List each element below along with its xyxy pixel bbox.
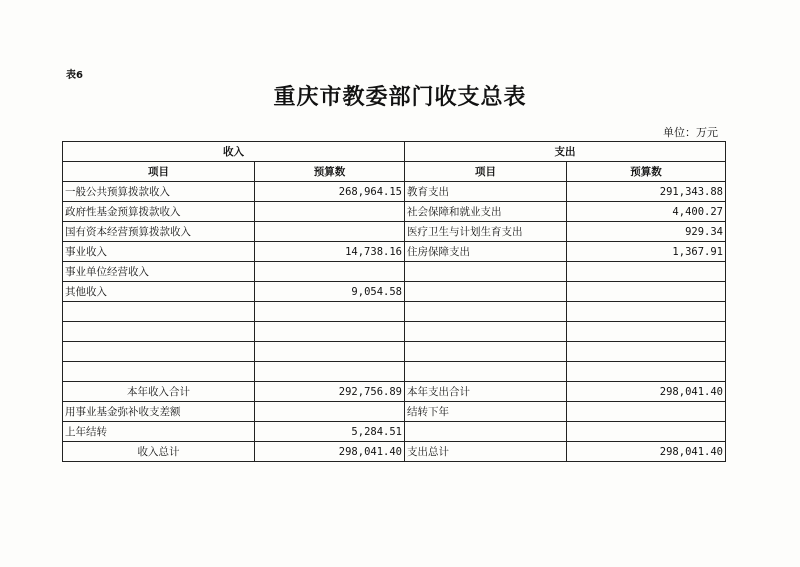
- table-row: [63, 342, 726, 362]
- year-income-total-label: 本年收入合计: [63, 382, 255, 402]
- income-item: [63, 342, 255, 362]
- year-total-row: [63, 382, 726, 402]
- income-value: [255, 342, 405, 362]
- table-row: [63, 242, 726, 262]
- income-item: [63, 302, 255, 322]
- expense-item: [405, 262, 567, 282]
- last-year-carryover-value: 5,284.51: [255, 422, 405, 442]
- expense-item: [405, 302, 567, 322]
- fund-supplement-label: 用事业基金弥补收支差额: [63, 402, 255, 422]
- expense-value: 929.34: [567, 222, 726, 242]
- income-value: [255, 222, 405, 242]
- expense-value: [567, 302, 726, 322]
- income-budget-header: 预算数: [255, 162, 405, 182]
- table-number-label: 表6: [66, 70, 83, 81]
- table-row: [63, 282, 726, 302]
- expense-item: 医疗卫生与计划生育支出: [405, 222, 567, 242]
- expense-value: [567, 262, 726, 282]
- income-item: 一般公共预算拨款收入: [63, 182, 255, 202]
- fund-row: [63, 402, 726, 422]
- income-value: [255, 202, 405, 222]
- carry-forward-value: [567, 402, 726, 422]
- expense-item: [405, 342, 567, 362]
- expense-item: [405, 322, 567, 342]
- table-row: [63, 262, 726, 282]
- income-item: [63, 322, 255, 342]
- table-row: [63, 182, 726, 202]
- table-row: [63, 362, 726, 382]
- income-item: 政府性基金预算拨款收入: [63, 202, 255, 222]
- income-value: [255, 262, 405, 282]
- year-expense-total-value: 298,041.40: [567, 382, 726, 402]
- expense-item: [405, 282, 567, 302]
- income-grand-total-label: 收入总计: [63, 442, 255, 462]
- expense-item: 教育支出: [405, 182, 567, 202]
- income-value: 14,738.16: [255, 242, 405, 262]
- unit-label: 单位：万元: [663, 126, 718, 139]
- table-row: [63, 302, 726, 322]
- carry-forward-label: 结转下年: [405, 402, 567, 422]
- grand-total-row: [63, 442, 726, 462]
- income-value: 9,054.58: [255, 282, 405, 302]
- income-grand-total-value: 298,041.40: [255, 442, 405, 462]
- income-item: 其他收入: [63, 282, 255, 302]
- empty-cell: [567, 422, 726, 442]
- expense-budget-header: 预算数: [567, 162, 726, 182]
- expense-item-header: 项目: [405, 162, 567, 182]
- expense-value: [567, 362, 726, 382]
- budget-table: [62, 141, 726, 462]
- income-value: [255, 322, 405, 342]
- expense-item: 住房保障支出: [405, 242, 567, 262]
- table-row: [63, 222, 726, 242]
- expense-grand-total-value: 298,041.40: [567, 442, 726, 462]
- table-row: [63, 202, 726, 222]
- income-item: 事业单位经营收入: [63, 262, 255, 282]
- empty-cell: [405, 422, 567, 442]
- income-item: 事业收入: [63, 242, 255, 262]
- last-year-row: [63, 422, 726, 442]
- income-item: 国有资本经营预算拨款收入: [63, 222, 255, 242]
- income-value: [255, 302, 405, 322]
- section-header-row: [63, 142, 726, 162]
- column-header-row: [63, 162, 726, 182]
- table-row: [63, 322, 726, 342]
- income-section-header: 收入: [63, 142, 405, 162]
- expense-grand-total-label: 支出总计: [405, 442, 567, 462]
- expense-value: 1,367.91: [567, 242, 726, 262]
- income-item-header: 项目: [63, 162, 255, 182]
- year-income-total-value: 292,756.89: [255, 382, 405, 402]
- expense-value: [567, 342, 726, 362]
- fund-supplement-value: [255, 402, 405, 422]
- expense-section-header: 支出: [405, 142, 726, 162]
- expense-item: [405, 362, 567, 382]
- expense-item: 社会保障和就业支出: [405, 202, 567, 222]
- income-value: 268,964.15: [255, 182, 405, 202]
- expense-value: 4,400.27: [567, 202, 726, 222]
- year-expense-total-label: 本年支出合计: [405, 382, 567, 402]
- last-year-carryover-label: 上年结转: [63, 422, 255, 442]
- expense-value: [567, 282, 726, 302]
- expense-value: 291,343.88: [567, 182, 726, 202]
- income-value: [255, 362, 405, 382]
- page-title: 重庆市教委部门收支总表: [273, 85, 527, 110]
- income-item: [63, 362, 255, 382]
- expense-value: [567, 322, 726, 342]
